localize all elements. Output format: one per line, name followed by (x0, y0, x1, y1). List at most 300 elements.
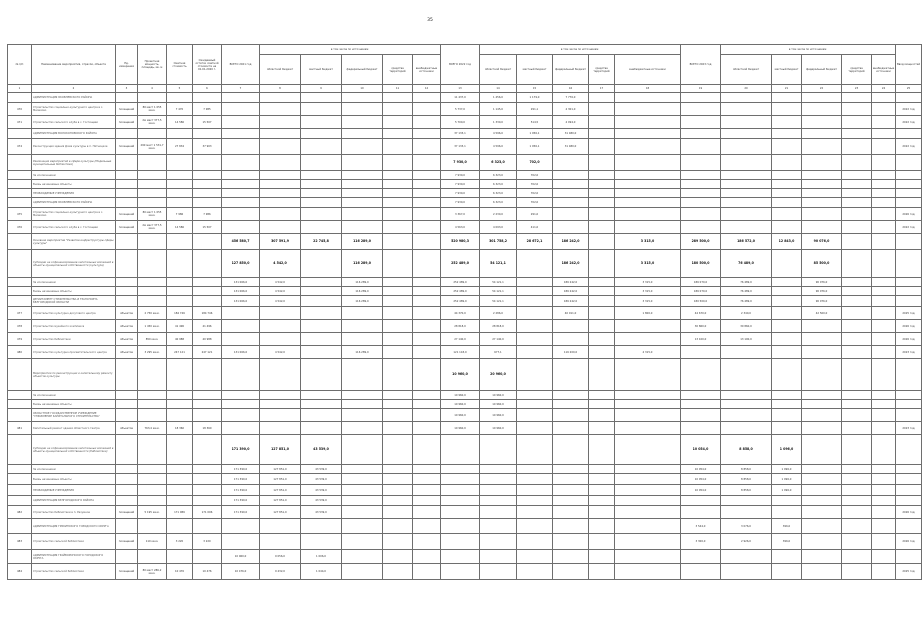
table-cell: 4 563,0 (441, 221, 480, 234)
table-cell (553, 155, 589, 171)
table-cell (802, 129, 842, 139)
table-cell (872, 496, 896, 506)
table-cell: объектов (116, 307, 138, 320)
table-cell: 127 851,0 (260, 485, 301, 496)
table-cell (413, 465, 441, 474)
table-cell: 7 986 (193, 208, 222, 221)
table-cell (138, 474, 167, 485)
row-number (8, 496, 32, 506)
table-cell (301, 116, 342, 129)
table-cell (413, 116, 441, 129)
table-cell: 702,0 (517, 189, 553, 198)
table-cell: 10 054,0 (681, 474, 721, 485)
table-cell (383, 422, 413, 435)
table-cell: 291,0 (517, 208, 553, 221)
table-cell (589, 485, 615, 496)
table-cell (441, 435, 480, 465)
row-number: 482 (8, 506, 32, 519)
table-cell (138, 465, 167, 474)
table-row (8, 180, 922, 189)
table-cell (167, 296, 193, 307)
table-cell: 10 960,0 (441, 409, 480, 422)
table-cell: 186 070,0 (681, 278, 721, 287)
table-cell (260, 189, 301, 198)
table-cell (721, 391, 772, 400)
table-cell (553, 496, 589, 506)
table-cell: 2025 год (896, 307, 922, 320)
table-cell (138, 519, 167, 534)
table-cell (772, 116, 802, 129)
row-number: 481 (8, 422, 32, 435)
row-number: 484 (8, 564, 32, 580)
table-cell (802, 155, 842, 171)
table-cell (615, 506, 681, 519)
table-cell (802, 346, 842, 359)
table-cell (681, 496, 721, 506)
table-cell (896, 189, 922, 198)
column-number: 6 (193, 85, 222, 93)
table-cell: 42 500,0 (802, 307, 842, 320)
table-cell: 180 500,0 (681, 250, 721, 278)
table-cell (872, 234, 896, 250)
table-cell (772, 103, 802, 116)
table-cell (260, 391, 301, 400)
table-cell (896, 435, 922, 465)
table-cell (167, 359, 193, 391)
column-number: 15 (517, 85, 553, 93)
table-cell (553, 550, 589, 564)
column-number-row (8, 85, 922, 93)
row-number (8, 409, 32, 422)
table-cell (193, 519, 222, 534)
table-cell (342, 391, 383, 400)
table-cell (589, 564, 615, 580)
table-cell (138, 435, 167, 465)
table-cell: 80 мест 286,2 кв.м. (138, 564, 167, 580)
table-cell: 186 242,0 (553, 278, 589, 287)
table-cell (383, 346, 413, 359)
table-cell: 171 390,0 (222, 435, 260, 465)
table-cell (842, 391, 872, 400)
table-cell: 76 489,0 (721, 250, 772, 278)
table-cell (842, 234, 872, 250)
table-cell: 702,0 (517, 180, 553, 189)
table-cell (615, 550, 681, 564)
table-cell (721, 550, 772, 564)
row-label: Строительство сельского клуба в с. Гостищево (32, 221, 116, 234)
table-cell (260, 422, 301, 435)
table-cell (116, 519, 138, 534)
table-cell (260, 93, 301, 103)
table-cell (802, 534, 842, 550)
table-cell (383, 550, 413, 564)
header-src-local: местный бюджет (301, 55, 342, 85)
table-cell (681, 359, 721, 391)
table-cell (413, 359, 441, 391)
table-cell (896, 409, 922, 422)
table-cell: 3 315,0 (615, 296, 681, 307)
table-cell (480, 485, 517, 496)
table-cell (872, 550, 896, 564)
table-cell (383, 519, 413, 534)
table-cell (260, 103, 301, 116)
table-cell: 4 542,0 (260, 250, 301, 278)
table-cell (383, 129, 413, 139)
table-cell (138, 287, 167, 296)
table-cell (589, 103, 615, 116)
table-cell (301, 129, 342, 139)
row-label: Строительство сельского клуба в с. Гостищево (32, 116, 116, 129)
table-cell (413, 93, 441, 103)
table-cell (517, 465, 553, 474)
table-cell (772, 496, 802, 506)
table-cell (413, 333, 441, 346)
table-cell: 31 480,0 (553, 139, 589, 155)
table-cell (138, 198, 167, 208)
table-cell (342, 171, 383, 180)
table-row (8, 485, 922, 496)
table-cell: объектов (116, 346, 138, 359)
table-cell (802, 208, 842, 221)
table-cell (772, 155, 802, 171)
table-cell (517, 496, 553, 506)
table-cell (896, 180, 922, 189)
table-cell (480, 474, 517, 485)
table-cell: 10 054,0 (681, 435, 721, 465)
table-cell (383, 496, 413, 506)
table-cell (896, 359, 922, 391)
table-cell (301, 359, 342, 391)
table-cell (721, 180, 772, 189)
table-cell: 22 745,8 (301, 234, 342, 250)
table-cell (802, 171, 842, 180)
table-cell (301, 307, 342, 320)
table-cell (872, 155, 896, 171)
table-cell (222, 129, 260, 139)
table-cell: 8 858,0 (721, 474, 772, 485)
table-cell: 27 834 (167, 139, 193, 155)
table-cell (553, 391, 589, 400)
table-row (8, 129, 922, 139)
table-cell: 2022 год (896, 221, 922, 234)
table-cell (441, 506, 480, 519)
row-label: Основное мероприятие "Развитие инфраструктуры сферы культуры" (32, 234, 116, 250)
table-cell (721, 208, 772, 221)
table-cell (138, 400, 167, 409)
column-number: 11 (383, 85, 413, 93)
row-number: 478 (8, 320, 32, 333)
header-total-2021: ВСЕГО 2021 год (222, 45, 260, 85)
header-estimate: Сметная стоимость (167, 45, 193, 85)
table-cell (615, 198, 681, 208)
table-cell (167, 391, 193, 400)
table-cell: 116 289,0 (342, 346, 383, 359)
table-cell (589, 359, 615, 391)
table-cell (413, 506, 441, 519)
table-cell: 127 851,0 (260, 474, 301, 485)
row-number (8, 198, 32, 208)
table-cell: 7 986 (167, 208, 193, 221)
table-row (8, 103, 922, 116)
table-cell (772, 391, 802, 400)
table-cell (589, 180, 615, 189)
header-remaining: Ожидаемый остаток сметной стоимости на 01.01.2020 г. (193, 45, 222, 85)
table-cell (842, 534, 872, 550)
table-cell: 8 858,0 (721, 435, 772, 465)
table-cell (681, 93, 721, 103)
table-cell: 2022 год (896, 139, 922, 155)
table-cell: 2026 год (896, 320, 922, 333)
table-cell: 3 295 кв.м. (138, 346, 167, 359)
row-number (8, 155, 32, 171)
column-number: 25 (896, 85, 922, 93)
row-label: ОБЛАСТНОЕ ГОСУДАРСТВЕННОЕ УЧРЕЖДЕНИЕ "УПРАВЛЕНИЕ КАПИТАЛЬНОГО СТРОИТЕЛЬСТВА" (32, 409, 116, 422)
table-cell (222, 307, 260, 320)
table-cell (872, 400, 896, 409)
table-cell (589, 139, 615, 155)
header-name: Наименование мероприятия, отрасли, объекта (32, 45, 116, 85)
row-label: Строительство сельской библиотеки (32, 564, 116, 580)
table-cell (896, 171, 922, 180)
table-cell (842, 422, 872, 435)
table-cell (553, 474, 589, 485)
table-cell (383, 139, 413, 155)
table-cell: 2м мест 377,5 кв.м. (138, 221, 167, 234)
table-cell (772, 287, 802, 296)
table-cell: 1 179,0 (517, 93, 553, 103)
table-cell (193, 409, 222, 422)
table-cell (842, 409, 872, 422)
table-cell (413, 409, 441, 422)
table-row (8, 534, 922, 550)
table-cell (842, 296, 872, 307)
table-cell (222, 333, 260, 346)
table-cell (383, 250, 413, 278)
row-label: Строительство библиотеки (32, 333, 116, 346)
table-cell: 10 054,0 (681, 465, 721, 474)
table-cell (589, 400, 615, 409)
table-cell: 90 076,0 (802, 287, 842, 296)
header-src-local: местный бюджет (517, 55, 553, 85)
table-cell: 171 390,0 (222, 474, 260, 485)
table-cell (872, 287, 896, 296)
table-cell: 4 542,0 (260, 278, 301, 287)
table-cell (772, 550, 802, 564)
row-label: АДМИНИСТРАЦИЯ ЯКОВЛЕВСКОГО РАЙОНА (32, 93, 116, 103)
table-cell: 1 056,1 (517, 139, 553, 155)
header-total-2022: ВСЕГО 2022 год (441, 45, 480, 85)
table-cell (342, 93, 383, 103)
table-cell (301, 198, 342, 208)
table-cell (553, 564, 589, 580)
table-cell (193, 287, 222, 296)
table-cell (301, 346, 342, 359)
table-cell: 2022 год (896, 116, 922, 129)
header-src-federal: федеральный бюджет (342, 55, 383, 85)
table-cell (872, 278, 896, 287)
table-cell (222, 171, 260, 180)
table-cell (842, 435, 872, 465)
table-cell (589, 550, 615, 564)
table-cell (772, 180, 802, 189)
table-cell: 252 489,0 (441, 278, 480, 287)
table-cell (138, 550, 167, 564)
table-cell (553, 506, 589, 519)
table-cell (802, 465, 842, 474)
table-cell: 252 489,0 (441, 250, 480, 278)
table-cell (383, 234, 413, 250)
table-cell: 40 988 (167, 333, 193, 346)
table-cell (301, 221, 342, 234)
table-cell (383, 307, 413, 320)
table-cell (589, 534, 615, 550)
table-cell (342, 139, 383, 155)
table-cell: 10 054,0 (681, 485, 721, 496)
row-label: Строительство социально-культурного центра в с. Мелехово (32, 208, 116, 221)
table-cell (896, 250, 922, 278)
table-cell (615, 400, 681, 409)
table-cell (589, 129, 615, 139)
table-cell (342, 534, 383, 550)
table-cell: 3 315,0 (615, 278, 681, 287)
table-cell (413, 346, 441, 359)
table-cell (589, 391, 615, 400)
table-cell (872, 296, 896, 307)
table-cell: 4 093,0 (480, 221, 517, 234)
column-number: 21 (772, 85, 802, 93)
table-cell (842, 103, 872, 116)
column-number: 23 (842, 85, 872, 93)
table-cell: 1 450 кв.м. (138, 320, 167, 333)
table-cell (193, 278, 222, 287)
row-number: 480 (8, 346, 32, 359)
header-num: № п/п (8, 45, 32, 85)
table-cell (721, 171, 772, 180)
table-cell: 10 476 (167, 564, 193, 580)
table-cell (301, 250, 342, 278)
table-cell (615, 519, 681, 534)
table-cell (681, 103, 721, 116)
table-cell: 456 580,7 (222, 234, 260, 250)
table-cell (342, 435, 383, 465)
header-src-regional: областной бюджет (260, 55, 301, 85)
table-cell: посещений (116, 221, 138, 234)
table-cell (802, 139, 842, 155)
table-cell (383, 320, 413, 333)
column-number: 13 (441, 85, 480, 93)
table-cell (413, 474, 441, 485)
table-cell (842, 307, 872, 320)
table-cell (615, 409, 681, 422)
table-cell (167, 485, 193, 496)
table-cell (721, 103, 772, 116)
table-cell (872, 391, 896, 400)
table-cell (589, 234, 615, 250)
header-src-offbudget: внебюджетные источники (615, 55, 681, 85)
table-row (8, 506, 922, 519)
table-cell (681, 391, 721, 400)
table-cell (872, 564, 896, 580)
table-cell (116, 198, 138, 208)
table-cell: 252 489,0 (441, 287, 480, 296)
header-capacity: Проектная мощность, площадь, кв. м (138, 45, 167, 85)
table-cell (413, 189, 441, 198)
table-cell: 10 960,0 (441, 400, 480, 409)
header-src-regional: областной бюджет (480, 55, 517, 85)
table-cell (441, 465, 480, 474)
table-cell (872, 465, 896, 474)
table-cell (589, 171, 615, 180)
table-cell: 6 323,0 (480, 171, 517, 180)
table-cell: 4 301,0 (553, 103, 589, 116)
table-cell (842, 189, 872, 198)
row-number (8, 296, 32, 307)
table-cell (517, 320, 553, 333)
column-number: 14 (480, 85, 517, 93)
table-cell: 3 544,0 (681, 519, 721, 534)
table-row (8, 221, 922, 234)
table-cell: 290 мест 1 531,7 кв.м. (138, 139, 167, 155)
table-cell (138, 485, 167, 496)
table-cell: 27 140,0 (441, 333, 480, 346)
table-cell (441, 474, 480, 485)
row-number: 479 (8, 333, 32, 346)
table-cell (802, 93, 842, 103)
table-cell (802, 333, 842, 346)
table-cell (589, 435, 615, 465)
table-cell (681, 550, 721, 564)
table-cell (383, 103, 413, 116)
table-cell (167, 180, 193, 189)
table-cell (342, 189, 383, 198)
table-cell: 6 323,0 (480, 155, 517, 171)
table-cell: 10 960,0 (480, 409, 517, 422)
table-cell (116, 400, 138, 409)
table-cell (681, 409, 721, 422)
table-cell (383, 435, 413, 465)
table-cell (896, 400, 922, 409)
table-cell: 54 121,1 (480, 296, 517, 307)
table-cell (222, 116, 260, 129)
table-cell (193, 465, 222, 474)
table-cell (413, 171, 441, 180)
table-cell: 116 289,0 (342, 250, 383, 278)
row-number (8, 465, 32, 474)
table-cell (681, 155, 721, 171)
table-cell (116, 296, 138, 307)
table-cell (413, 435, 441, 465)
table-cell (589, 116, 615, 129)
table-cell (842, 198, 872, 208)
table-row (8, 496, 922, 506)
table-cell (167, 155, 193, 171)
column-number: 5 (167, 85, 193, 93)
table-cell (222, 320, 260, 333)
table-cell: 4 315,0 (615, 346, 681, 359)
table-row (8, 155, 922, 171)
table-cell (222, 139, 260, 155)
table-cell: объектов (116, 320, 138, 333)
table-cell (772, 400, 802, 409)
table-cell (167, 93, 193, 103)
table-cell: 4 542,0 (260, 287, 301, 296)
table-cell: 5 700,0 (441, 116, 480, 129)
table-cell: 40 011,0 (553, 307, 589, 320)
table-cell: 41 496 (193, 320, 222, 333)
table-cell (802, 198, 842, 208)
row-label: За исключением (32, 465, 116, 474)
table-cell: 1 096,0 (772, 485, 802, 496)
